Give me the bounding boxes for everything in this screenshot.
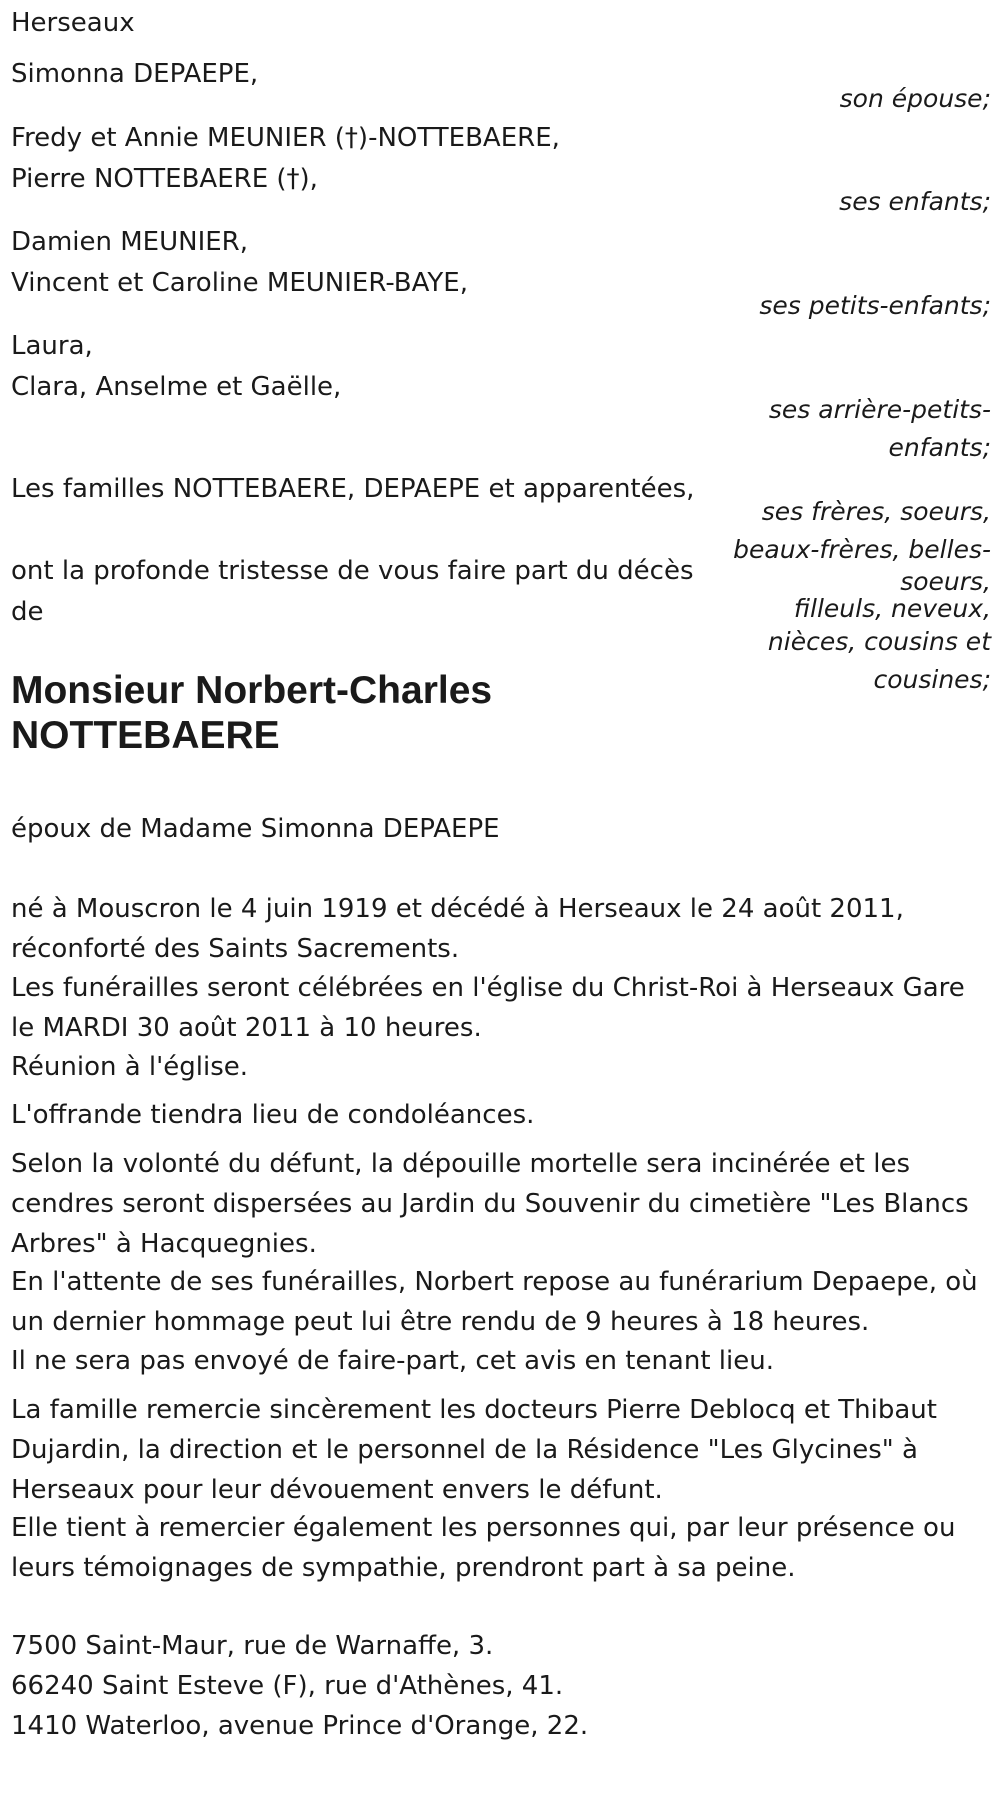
paragraph-cremation: Selon la volonté du défunt, la dépouille mortelle sera incinérée et les cendres seront dispersées au Jardin du Souvenir du cimetière "Les Blancs Arbres" à Hacquegnies. — [11, 1149, 969, 1259]
families-line: Les familles NOTTEBAERE, DEPAEPE et apparentées, — [11, 474, 695, 504]
paragraph-thanks-attendees: Elle tient à remercier également les personnes qui, par leur présence ou leurs témoignages de sympathie, prendront part à sa peine. — [11, 1513, 956, 1583]
paragraph-funerarium: En l'attente de ses funérailles, Norbert repose au funérarium Depaepe, où un dernier hommage peut lui être rendu de 9 heures à 18 heures. — [11, 1267, 978, 1337]
families-relation-line-5: nièces, cousins et — [767, 627, 991, 656]
families-relation-line-2: beaux-frères, belles- — [733, 535, 991, 564]
spouse-line: époux de Madame Simonna DEPAEPE — [11, 814, 500, 844]
families-relation — [733, 493, 991, 699]
paragraph-birth-death: né à Mouscron le 4 juin 1919 et décédé à Herseaux le 24 août 2011, réconforté des Saints Sacrements. — [11, 894, 904, 964]
spouse-relation: son épouse; — [839, 84, 991, 113]
grandchildren-line-1: Damien MEUNIER, — [11, 227, 249, 257]
address-2: 66240 Saint Esteve (F), rue d'Athènes, 41. — [11, 1671, 564, 1701]
families-relation-line-3: soeurs, — [900, 567, 991, 596]
spouse-name: Simonna DEPAEPE, — [11, 59, 259, 89]
grandchildren-line-2: Vincent et Caroline MEUNIER-BAYE, — [11, 268, 468, 298]
great-grandchildren-relation-line-2: enfants; — [888, 433, 991, 462]
address-3: 1410 Waterloo, avenue Prince d'Orange, 22. — [11, 1711, 589, 1741]
paragraph-offering: L'offrande tiendra lieu de condoléances. — [11, 1100, 535, 1130]
families-relation-line-6: cousines; — [873, 665, 991, 694]
paragraph-meeting: Réunion à l'église. — [11, 1052, 249, 1082]
great-grandchildren-line-2: Clara, Anselme et Gaëlle, — [11, 372, 342, 402]
paragraph-funeral: Les funérailles seront célébrées en l'église du Christ-Roi à Herseaux Gare le MARDI 30 août 2011 à 10 heures. — [11, 973, 965, 1043]
great-grandchildren-relation — [769, 391, 991, 467]
address-1: 7500 Saint-Maur, rue de Warnaffe, 3. — [11, 1631, 494, 1661]
families-relation-line-4: filleuls, neveux, — [793, 594, 991, 623]
deceased-name: Monsieur Norbert-Charles NOTTEBAERE — [11, 669, 493, 757]
location-heading: Herseaux — [11, 8, 135, 38]
great-grandchildren-line-1: Laura, — [11, 331, 93, 361]
families-relation-line-1: ses frères, soeurs, — [761, 497, 991, 526]
great-grandchildren-relation-line-1: ses arrière-petits- — [768, 395, 991, 424]
grandchildren-relation: ses petits-enfants; — [759, 291, 991, 320]
children-line-1: Fredy et Annie MEUNIER (†)-NOTTEBAERE, — [11, 123, 560, 153]
children-relation: ses enfants; — [839, 187, 991, 216]
announcement-intro: ont la profonde tristesse de vous faire part du décès de — [11, 556, 694, 627]
children-line-2: Pierre NOTTEBAERE (†), — [11, 164, 318, 194]
paragraph-no-card: Il ne sera pas envoyé de faire-part, cet avis en tenant lieu. — [11, 1346, 774, 1376]
paragraph-thanks-doctors: La famille remercie sincèrement les docteurs Pierre Deblocq et Thibaut Dujardin, la direction et le personnel de la Résidence "Les Glycines" à Herseaux pour leur dévouement envers le défunt. — [11, 1395, 937, 1505]
